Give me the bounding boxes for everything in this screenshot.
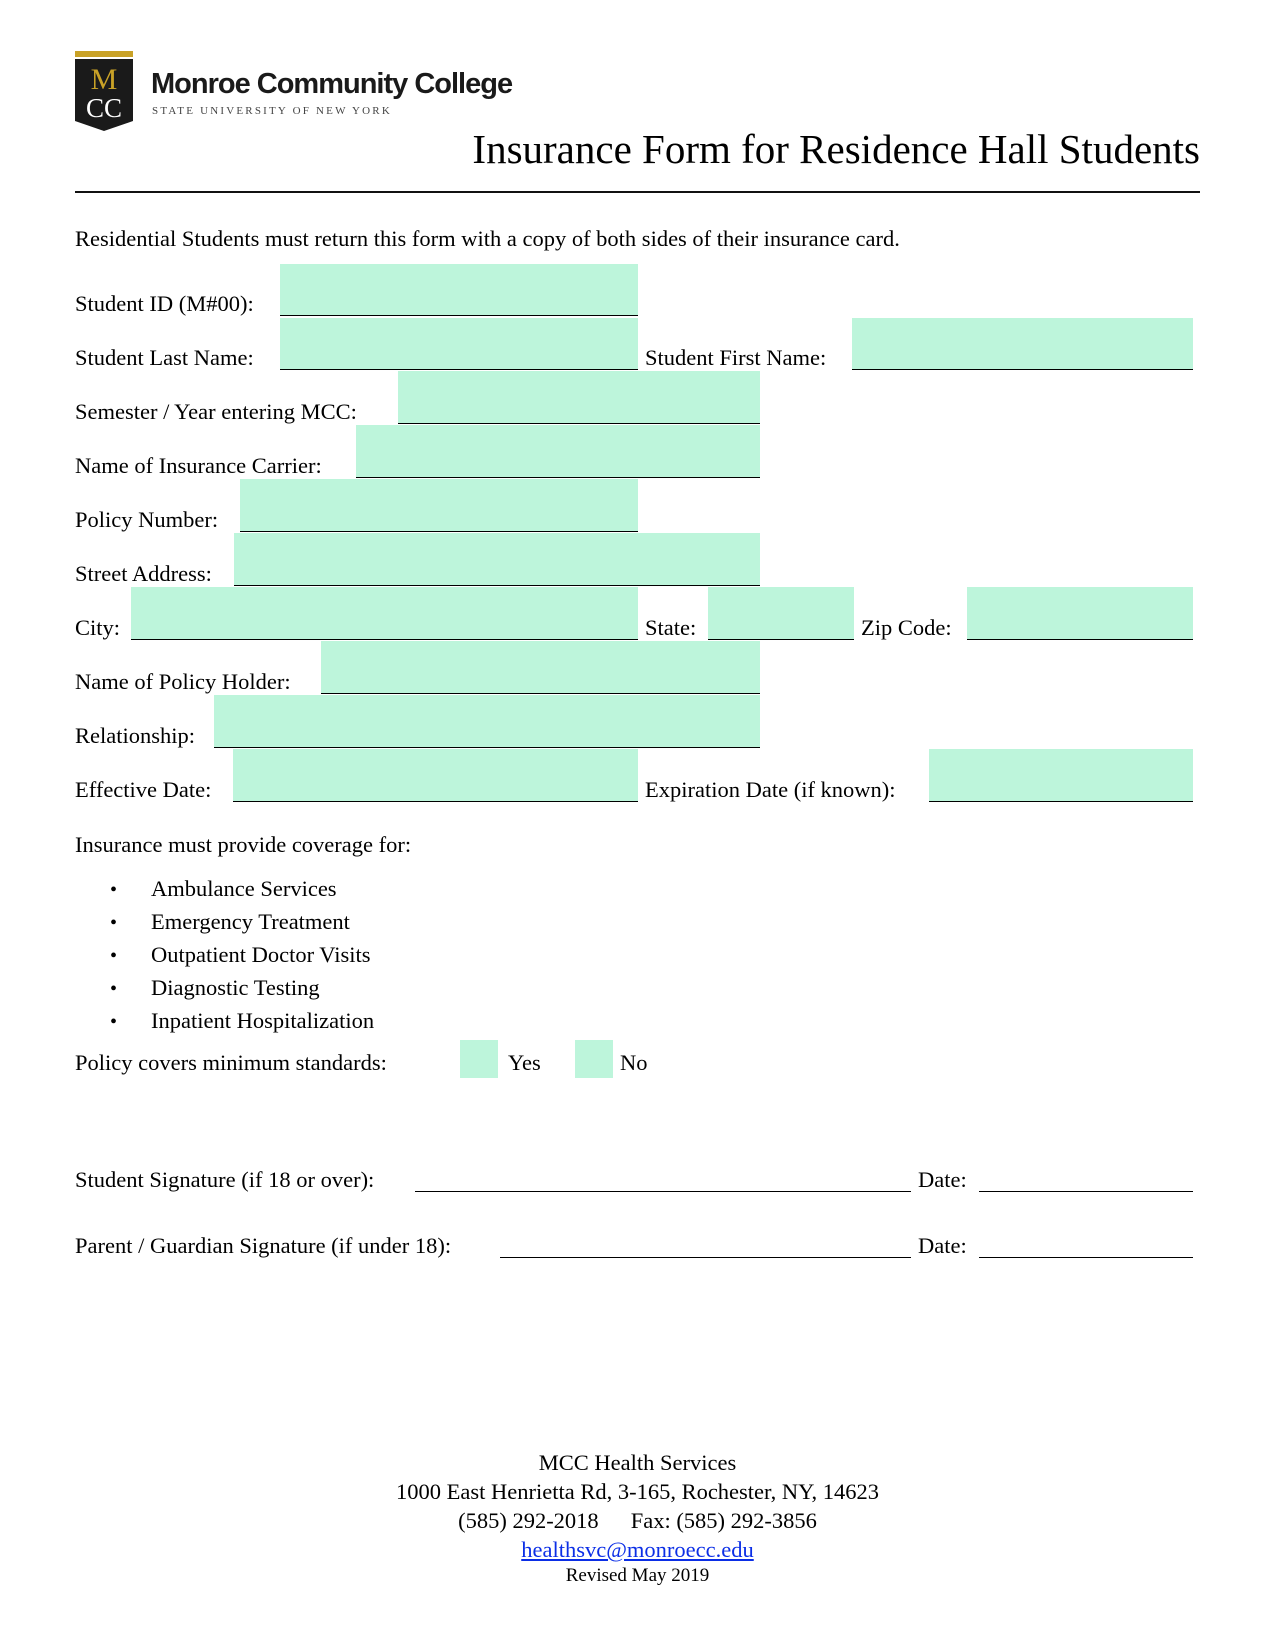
no-checkbox[interactable] — [575, 1040, 613, 1078]
bullet-icon: • — [110, 1011, 118, 1033]
parent-date-line[interactable] — [979, 1257, 1193, 1258]
city-label: City: — [75, 615, 121, 640]
first-name-field[interactable] — [852, 318, 1193, 370]
list-item: • Inpatient Hospitalization — [110, 1005, 374, 1038]
carrier-label: Name of Insurance Carrier: — [75, 453, 322, 478]
bullet-icon: • — [110, 912, 118, 934]
state-field[interactable] — [708, 587, 854, 640]
yes-checkbox[interactable] — [460, 1040, 498, 1078]
list-item: • Outpatient Doctor Visits — [110, 939, 374, 972]
bullet-icon: • — [110, 879, 118, 901]
footer-contact — [0, 1506, 1275, 1535]
semester-label: Semester / Year entering MCC: — [75, 399, 357, 424]
list-item: • Emergency Treatment — [110, 906, 374, 939]
coverage-list — [110, 873, 374, 1038]
student-date-label: Date: — [918, 1167, 967, 1192]
last-name-label: Student Last Name: — [75, 345, 254, 370]
zip-field[interactable] — [967, 587, 1193, 640]
semester-field[interactable] — [398, 371, 760, 424]
first-name-label: Student First Name: — [645, 345, 827, 370]
footer-address: 1000 East Henrietta Rd, 3-165, Rochester, NY, 14623 — [396, 1479, 879, 1504]
form-title: Insurance Form for Residence Hall Students — [472, 126, 1200, 172]
standards-label: Policy covers minimum standards: — [75, 1050, 387, 1075]
relationship-field[interactable] — [214, 695, 760, 748]
relationship-label: Relationship: — [75, 723, 195, 748]
footer-office: MCC Health Services — [538, 1450, 737, 1475]
city-field[interactable] — [131, 587, 638, 640]
effective-date-field[interactable] — [233, 749, 638, 802]
parent-signature-label: Parent / Guardian Signature (if under 18): — [75, 1233, 452, 1258]
revised-note: Revised May 2019 — [565, 1565, 710, 1586]
expiration-date-field[interactable] — [929, 749, 1193, 802]
list-item: • Ambulance Services — [110, 873, 374, 906]
bullet-icon: • — [110, 945, 118, 967]
footer-fax: Fax: (585) 292-3856 — [630, 1508, 817, 1533]
street-field[interactable] — [234, 533, 760, 586]
policy-holder-field[interactable] — [321, 641, 760, 694]
header-divider — [75, 191, 1200, 193]
student-signature-label: Student Signature (if 18 or over): — [75, 1167, 375, 1192]
street-label: Street Address: — [75, 561, 212, 586]
intro-text: Residential Students must return this form with a copy of both sides of their insurance card. — [75, 226, 900, 251]
expiration-date-label: Expiration Date (if known): — [645, 777, 896, 802]
parent-signature-line[interactable] — [500, 1257, 911, 1258]
student-signature-line[interactable] — [415, 1191, 911, 1192]
mcc-shield-icon — [75, 51, 133, 131]
footer-phone: (585) 292-2018 — [458, 1508, 599, 1533]
zip-label: Zip Code: — [861, 615, 952, 640]
policy-holder-label: Name of Policy Holder: — [75, 669, 291, 694]
state-label: State: — [645, 615, 697, 640]
yes-label: Yes — [508, 1050, 541, 1075]
footer-email-row — [0, 1535, 1275, 1564]
carrier-field[interactable] — [356, 425, 760, 478]
bullet-icon: • — [110, 978, 118, 1000]
last-name-field[interactable] — [280, 318, 638, 370]
student-id-field[interactable] — [280, 264, 638, 316]
student-id-label: Student ID (M#00): — [75, 291, 254, 316]
effective-date-label: Effective Date: — [75, 777, 212, 802]
no-label: No — [620, 1050, 648, 1075]
email-link[interactable]: healthsvc@monroecc.edu — [521, 1537, 754, 1562]
svg-text:M: M — [90, 63, 118, 96]
coverage-heading: Insurance must provide coverage for: — [75, 832, 412, 857]
parent-date-label: Date: — [918, 1233, 967, 1258]
policy-number-label: Policy Number: — [75, 507, 219, 532]
college-subtitle: STATE UNIVERSITY OF NEW YORK — [152, 105, 392, 117]
policy-number-field[interactable] — [240, 479, 638, 532]
svg-text:CC: CC — [85, 93, 123, 123]
student-date-line[interactable] — [979, 1191, 1193, 1192]
list-item: • Diagnostic Testing — [110, 972, 374, 1005]
college-name: Monroe Community College — [151, 68, 513, 100]
